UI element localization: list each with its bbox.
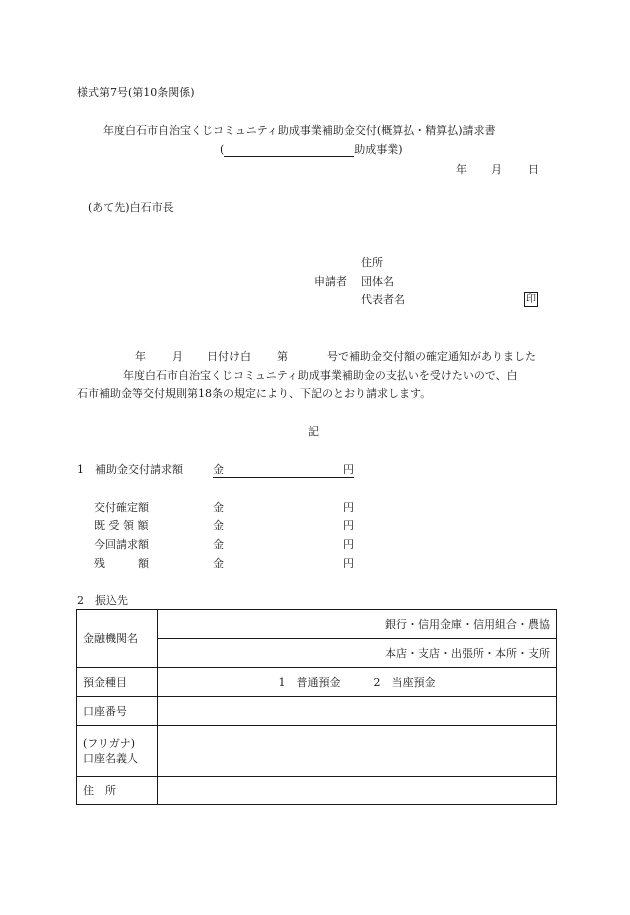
- body-number-suffix: 号で補助金交付額の確定通知がありました: [327, 350, 536, 363]
- applicant-label: 申請者: [314, 275, 347, 288]
- seal-text: 印: [526, 294, 536, 305]
- body-number-prefix: 第: [277, 350, 288, 363]
- row-suffix-balance: 円: [343, 557, 354, 570]
- date-year: 年: [456, 163, 467, 176]
- deposit-options-cell[interactable]: 1 普通預金 2 当座預金: [158, 668, 557, 697]
- row-suffix-current: 円: [343, 538, 354, 551]
- deposit-type-label: 預金種目: [77, 668, 158, 697]
- row-label-current: 今回請求額: [94, 538, 149, 551]
- addressee: (あて先)白石市長: [88, 201, 174, 214]
- body-dated: 日付け白: [207, 350, 251, 363]
- section2-heading: 2 振込先: [77, 594, 128, 607]
- body-month: 月: [172, 350, 183, 363]
- project-name-blank: [224, 144, 354, 157]
- ki-heading: 記: [308, 425, 319, 438]
- body-line-3: 石市補助金等交付規則第18条の規定により、下記のとおり請求します。: [77, 387, 432, 400]
- account-holder-label: 口座名義人: [83, 752, 138, 765]
- table-row: [77, 697, 557, 726]
- table-row: [77, 668, 557, 697]
- row-suffix-received: 円: [343, 519, 354, 532]
- section1-heading: 1 補助金交付請求額: [77, 463, 183, 476]
- subtitle-suffix: 助成事業): [354, 143, 403, 156]
- account-number-field[interactable]: [158, 697, 557, 726]
- address-label: 住所: [361, 256, 383, 269]
- date-day: 日: [528, 163, 539, 176]
- row-prefix-balance: 金: [213, 557, 224, 570]
- request-amount-line: [213, 463, 354, 478]
- table-row: [77, 610, 557, 639]
- row-prefix-confirmed: 金: [213, 501, 224, 514]
- table-row: [77, 726, 557, 777]
- row-suffix-confirmed: 円: [343, 501, 354, 514]
- branch-types-cell[interactable]: 本店・支店・出張所・本所・支所: [158, 639, 557, 668]
- group-name-label: 団体名: [361, 275, 394, 288]
- representative-label: 代表者名: [361, 293, 405, 306]
- table-row: [77, 777, 557, 805]
- bank-transfer-table: [76, 609, 557, 805]
- document-title: 年度白石市自治宝くじコミュニティ助成事業補助金交付(概算払・精算払)請求書: [103, 124, 496, 137]
- bank-types-cell[interactable]: 銀行・信用金庫・信用組合・農協: [158, 610, 557, 639]
- account-holder-field[interactable]: [158, 726, 557, 777]
- body-year: 年: [135, 350, 146, 363]
- request-amount-prefix: 金: [213, 463, 224, 476]
- date-month: 月: [491, 163, 502, 176]
- holder-address-label: 住 所: [77, 777, 158, 805]
- subtitle-line: [220, 143, 403, 157]
- holder-address-field[interactable]: [158, 777, 557, 805]
- furigana-label: (フリガナ): [83, 737, 136, 750]
- row-prefix-current: 金: [213, 538, 224, 551]
- row-label-confirmed: 交付確定額: [94, 501, 149, 514]
- body-line-2: 年度白石市自治宝くじコミュニティ助成事業補助金の支払いを受けたいので、白: [123, 369, 518, 382]
- row-prefix-received: 金: [213, 519, 224, 532]
- request-amount-suffix: 円: [343, 463, 354, 476]
- account-holder-label-cell: [77, 726, 158, 777]
- row-label-balance: 残 額: [94, 557, 149, 570]
- row-label-received: 既 受 領 額: [94, 519, 149, 532]
- account-number-label: 口座番号: [77, 697, 158, 726]
- seal-mark: [524, 292, 538, 307]
- subtitle-open-paren: (: [220, 143, 225, 156]
- form-number: 様式第7号(第10条関係): [77, 86, 195, 99]
- bank-name-label: 金融機関名: [77, 610, 158, 668]
